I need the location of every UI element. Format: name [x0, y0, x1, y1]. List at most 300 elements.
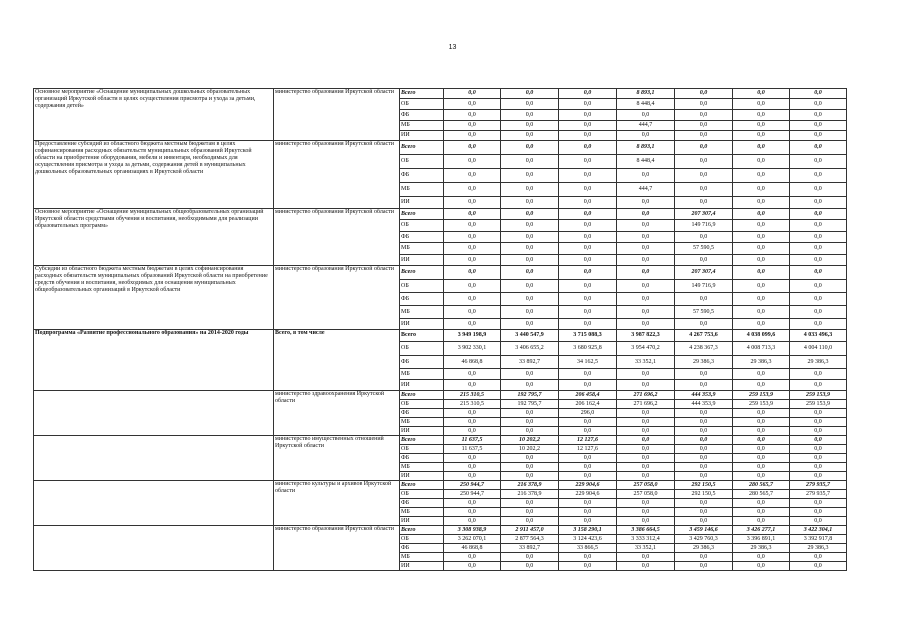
amount-cell: 0,0: [733, 445, 790, 454]
amount-cell: 0,0: [444, 209, 501, 220]
amount-cell: 0,0: [790, 89, 847, 99]
amount-cell: 0,0: [675, 380, 733, 391]
amount-cell: 3 422 304,1: [790, 526, 847, 535]
amount-cell: 0,0: [444, 232, 501, 243]
amount-cell: 3 308 938,9: [444, 526, 501, 535]
amount-cell: 259 153,9: [733, 391, 790, 400]
funding-source: ФБ: [400, 232, 444, 243]
amount-cell: 8 893,1: [617, 89, 675, 99]
amount-cell: 0,0: [444, 183, 501, 197]
amount-cell: 8 448,4: [617, 155, 675, 169]
row-description: Основное мероприятие «Оснащение муниципальных дошкольных образовательных организаций Иркутской области в целях осуществления присмотра и ухода за детьми, содержания детей»: [34, 89, 274, 141]
amount-cell: 0,0: [733, 155, 790, 169]
amount-cell: 0,0: [501, 141, 559, 155]
amount-cell: 0,0: [617, 293, 675, 306]
amount-cell: 0,0: [501, 409, 559, 418]
amount-cell: 0,0: [501, 220, 559, 232]
amount-cell: 271 696,2: [617, 400, 675, 409]
amount-cell: 0,0: [790, 197, 847, 209]
amount-cell: 0,0: [790, 409, 847, 418]
amount-cell: 444 353,9: [675, 400, 733, 409]
amount-cell: 229 904,6: [559, 490, 617, 499]
amount-cell: 0,0: [617, 131, 675, 141]
amount-cell: 4 038 099,6: [733, 330, 790, 342]
funding-source: ИИ: [400, 131, 444, 141]
amount-cell: 0,0: [790, 141, 847, 155]
amount-cell: 0,0: [733, 110, 790, 121]
amount-cell: 33 892,7: [501, 356, 559, 369]
amount-cell: 3 386 664,5: [617, 526, 675, 535]
funding-source: ФБ: [400, 293, 444, 306]
amount-cell: 0,0: [617, 380, 675, 391]
funding-source: МБ: [400, 243, 444, 255]
amount-cell: 0,0: [559, 220, 617, 232]
amount-cell: 4 033 496,3: [790, 330, 847, 342]
amount-cell: 0,0: [733, 197, 790, 209]
table-row: [34, 141, 847, 155]
amount-cell: 4 004 110,0: [790, 342, 847, 356]
amount-cell: 250 944,7: [444, 481, 501, 490]
amount-cell: 0,0: [559, 508, 617, 517]
amount-cell: 257 058,0: [617, 490, 675, 499]
amount-cell: 0,0: [617, 499, 675, 508]
amount-cell: 0,0: [501, 197, 559, 209]
amount-cell: 0,0: [675, 517, 733, 526]
amount-cell: 0,0: [559, 209, 617, 220]
amount-cell: 0,0: [733, 255, 790, 266]
amount-cell: 0,0: [559, 141, 617, 155]
funding-source: ИИ: [400, 319, 444, 330]
row-executor: министерство здравоохранения Иркутской области: [274, 391, 400, 436]
amount-cell: 0,0: [790, 266, 847, 280]
table-row: [34, 89, 847, 99]
funding-source: ОБ: [400, 400, 444, 409]
amount-cell: 0,0: [733, 369, 790, 380]
amount-cell: 0,0: [501, 155, 559, 169]
amount-cell: 0,0: [733, 499, 790, 508]
amount-cell: 0,0: [675, 141, 733, 155]
amount-cell: 0,0: [733, 243, 790, 255]
funding-source: ФБ: [400, 409, 444, 418]
amount-cell: 0,0: [790, 472, 847, 481]
amount-cell: 0,0: [559, 280, 617, 293]
amount-cell: 0,0: [617, 319, 675, 330]
table-row: [34, 209, 847, 220]
amount-cell: 0,0: [675, 436, 733, 445]
amount-cell: 29 386,3: [790, 544, 847, 553]
amount-cell: 2 911 457,0: [501, 526, 559, 535]
amount-cell: 0,0: [733, 99, 790, 110]
amount-cell: 0,0: [501, 255, 559, 266]
amount-cell: 444,7: [617, 121, 675, 131]
amount-cell: 0,0: [790, 155, 847, 169]
funding-source: МБ: [400, 183, 444, 197]
amount-cell: 0,0: [501, 427, 559, 436]
amount-cell: 0,0: [675, 169, 733, 183]
amount-cell: 0,0: [617, 232, 675, 243]
amount-cell: 0,0: [790, 293, 847, 306]
amount-cell: 0,0: [733, 141, 790, 155]
row-description: [34, 481, 274, 526]
amount-cell: 29 386,3: [733, 356, 790, 369]
amount-cell: 0,0: [675, 293, 733, 306]
amount-cell: 11 637,5: [444, 436, 501, 445]
amount-cell: 0,0: [733, 131, 790, 141]
amount-cell: 0,0: [733, 209, 790, 220]
amount-cell: 2 877 564,3: [501, 535, 559, 544]
amount-cell: 0,0: [617, 209, 675, 220]
amount-cell: 0,0: [733, 553, 790, 562]
amount-cell: 192 795,7: [501, 400, 559, 409]
amount-cell: 0,0: [733, 306, 790, 319]
amount-cell: 0,0: [559, 553, 617, 562]
amount-cell: 0,0: [617, 445, 675, 454]
amount-cell: 0,0: [617, 306, 675, 319]
amount-cell: 0,0: [675, 418, 733, 427]
amount-cell: 259 153,9: [790, 400, 847, 409]
amount-cell: 0,0: [559, 427, 617, 436]
amount-cell: 0,0: [675, 232, 733, 243]
amount-cell: 0,0: [790, 99, 847, 110]
amount-cell: 8 893,1: [617, 141, 675, 155]
funding-source: ОБ: [400, 490, 444, 499]
amount-cell: 257 058,0: [617, 481, 675, 490]
funding-source: ОБ: [400, 99, 444, 110]
amount-cell: 0,0: [559, 232, 617, 243]
row-executor: министерство образования Иркутской области: [274, 266, 400, 330]
amount-cell: 0,0: [617, 255, 675, 266]
amount-cell: 0,0: [675, 197, 733, 209]
amount-cell: 3 902 330,1: [444, 342, 501, 356]
row-executor: министерство образования Иркутской области: [274, 89, 400, 141]
table-row: [34, 436, 847, 445]
amount-cell: 0,0: [733, 293, 790, 306]
amount-cell: 0,0: [444, 369, 501, 380]
amount-cell: 0,0: [559, 255, 617, 266]
funding-source: ОБ: [400, 342, 444, 356]
amount-cell: 33 866,5: [559, 544, 617, 553]
amount-cell: 0,0: [501, 562, 559, 571]
amount-cell: 3 680 925,8: [559, 342, 617, 356]
amount-cell: 3 949 198,9: [444, 330, 501, 342]
amount-cell: 0,0: [501, 508, 559, 517]
amount-cell: 0,0: [790, 454, 847, 463]
amount-cell: 0,0: [444, 517, 501, 526]
amount-cell: 0,0: [617, 463, 675, 472]
amount-cell: 0,0: [444, 380, 501, 391]
amount-cell: 0,0: [617, 169, 675, 183]
amount-cell: 0,0: [790, 110, 847, 121]
amount-cell: 0,0: [733, 121, 790, 131]
amount-cell: 0,0: [617, 508, 675, 517]
amount-cell: 0,0: [444, 409, 501, 418]
amount-cell: 215 310,5: [444, 400, 501, 409]
amount-cell: 0,0: [790, 517, 847, 526]
row-description: Подпрограмма «Развитие профессионального образования» на 2014-2020 годы: [34, 330, 274, 391]
amount-cell: 0,0: [559, 155, 617, 169]
amount-cell: 0,0: [790, 280, 847, 293]
funding-source: ИИ: [400, 517, 444, 526]
amount-cell: 0,0: [617, 418, 675, 427]
amount-cell: 0,0: [617, 409, 675, 418]
amount-cell: 0,0: [790, 169, 847, 183]
amount-cell: 8 448,4: [617, 99, 675, 110]
amount-cell: 0,0: [444, 255, 501, 266]
amount-cell: 34 162,5: [559, 356, 617, 369]
amount-cell: 279 935,7: [790, 490, 847, 499]
amount-cell: 0,0: [675, 155, 733, 169]
amount-cell: 0,0: [559, 131, 617, 141]
amount-cell: 0,0: [559, 369, 617, 380]
funding-source: МБ: [400, 463, 444, 472]
funding-source: Всего: [400, 436, 444, 445]
page-number: 13: [448, 44, 457, 51]
amount-cell: 0,0: [617, 553, 675, 562]
amount-cell: 0,0: [559, 266, 617, 280]
amount-cell: 149 716,9: [675, 280, 733, 293]
amount-cell: 0,0: [501, 89, 559, 99]
funding-source: ФБ: [400, 499, 444, 508]
amount-cell: 0,0: [675, 409, 733, 418]
amount-cell: 0,0: [559, 499, 617, 508]
amount-cell: 0,0: [675, 183, 733, 197]
amount-cell: 250 944,7: [444, 490, 501, 499]
amount-cell: 0,0: [675, 508, 733, 517]
funding-source: ФБ: [400, 356, 444, 369]
funding-source: ИИ: [400, 562, 444, 571]
amount-cell: 216 378,9: [501, 490, 559, 499]
amount-cell: 259 153,9: [733, 400, 790, 409]
funding-source: Всего: [400, 141, 444, 155]
amount-cell: 0,0: [501, 319, 559, 330]
amount-cell: 0,0: [444, 472, 501, 481]
amount-cell: 29 386,3: [790, 356, 847, 369]
amount-cell: 0,0: [617, 280, 675, 293]
table-row: [34, 526, 847, 535]
amount-cell: 0,0: [559, 454, 617, 463]
amount-cell: 0,0: [617, 517, 675, 526]
amount-cell: 0,0: [733, 427, 790, 436]
amount-cell: 0,0: [733, 380, 790, 391]
amount-cell: 0,0: [501, 517, 559, 526]
amount-cell: 0,0: [501, 131, 559, 141]
amount-cell: 3 429 760,3: [675, 535, 733, 544]
amount-cell: 0,0: [617, 436, 675, 445]
amount-cell: 33 352,1: [617, 544, 675, 553]
amount-cell: 0,0: [790, 445, 847, 454]
amount-cell: 29 386,3: [675, 356, 733, 369]
amount-cell: 0,0: [501, 110, 559, 121]
amount-cell: 0,0: [501, 454, 559, 463]
row-executor: министерство культуры и архивов Иркутской области: [274, 481, 400, 526]
amount-cell: 0,0: [559, 306, 617, 319]
amount-cell: 0,0: [790, 553, 847, 562]
amount-cell: 0,0: [501, 472, 559, 481]
amount-cell: 0,0: [444, 553, 501, 562]
amount-cell: 0,0: [675, 369, 733, 380]
amount-cell: 10 202,2: [501, 445, 559, 454]
amount-cell: 444 353,9: [675, 391, 733, 400]
amount-cell: 3 262 070,1: [444, 535, 501, 544]
amount-cell: 0,0: [559, 418, 617, 427]
amount-cell: 0,0: [790, 121, 847, 131]
amount-cell: 292 150,5: [675, 481, 733, 490]
funding-source: Всего: [400, 209, 444, 220]
funding-source: ФБ: [400, 169, 444, 183]
amount-cell: 280 565,7: [733, 490, 790, 499]
funding-source: Всего: [400, 266, 444, 280]
amount-cell: 0,0: [733, 266, 790, 280]
amount-cell: 192 795,7: [501, 391, 559, 400]
table-row: [34, 266, 847, 280]
amount-cell: 0,0: [733, 169, 790, 183]
amount-cell: 3 426 277,1: [733, 526, 790, 535]
funding-source: Всего: [400, 526, 444, 535]
amount-cell: 0,0: [444, 110, 501, 121]
amount-cell: 4 267 753,6: [675, 330, 733, 342]
funding-source: МБ: [400, 306, 444, 319]
amount-cell: 0,0: [733, 562, 790, 571]
amount-cell: 0,0: [501, 380, 559, 391]
amount-cell: 0,0: [675, 499, 733, 508]
amount-cell: 0,0: [790, 209, 847, 220]
amount-cell: 0,0: [501, 232, 559, 243]
amount-cell: 12 127,6: [559, 436, 617, 445]
amount-cell: 0,0: [559, 463, 617, 472]
amount-cell: 0,0: [444, 463, 501, 472]
amount-cell: 259 153,9: [790, 391, 847, 400]
amount-cell: 0,0: [790, 369, 847, 380]
row-executor: министерство образования Иркутской области: [274, 209, 400, 266]
amount-cell: 0,0: [501, 463, 559, 472]
amount-cell: 0,0: [733, 436, 790, 445]
amount-cell: 0,0: [501, 169, 559, 183]
amount-cell: 0,0: [675, 131, 733, 141]
amount-cell: 0,0: [675, 319, 733, 330]
funding-source: Всего: [400, 481, 444, 490]
funding-source: МБ: [400, 121, 444, 131]
amount-cell: 0,0: [444, 243, 501, 255]
amount-cell: 0,0: [501, 418, 559, 427]
amount-cell: 0,0: [790, 319, 847, 330]
amount-cell: 0,0: [790, 463, 847, 472]
funding-source: ИИ: [400, 197, 444, 209]
amount-cell: 229 904,6: [559, 481, 617, 490]
amount-cell: 3 406 655,2: [501, 342, 559, 356]
amount-cell: 0,0: [617, 562, 675, 571]
funding-source: Всего: [400, 391, 444, 400]
amount-cell: 0,0: [444, 99, 501, 110]
amount-cell: 206 162,4: [559, 400, 617, 409]
amount-cell: 4 008 713,3: [733, 342, 790, 356]
row-description: Предоставление субсидий из областного бюджета местным бюджетам в целях софинансирования расходных обязательств муниципальных образований Иркутской области на приобретение оборудования, мебели и инвентаря, необходимых для осуществления присмотра и ухода за детьми, содержания детей в муниципальных дошкольных образовательных организациях в Иркутской области: [34, 141, 274, 209]
amount-cell: 0,0: [501, 121, 559, 131]
amount-cell: 0,0: [790, 508, 847, 517]
amount-cell: 444,7: [617, 183, 675, 197]
amount-cell: 207 307,4: [675, 209, 733, 220]
amount-cell: 57 590,5: [675, 306, 733, 319]
amount-cell: 0,0: [733, 472, 790, 481]
amount-cell: 0,0: [733, 463, 790, 472]
amount-cell: 0,0: [790, 183, 847, 197]
amount-cell: 0,0: [733, 183, 790, 197]
row-executor: Всего, в том числе: [274, 330, 400, 391]
table-row: [34, 330, 847, 342]
amount-cell: 0,0: [733, 220, 790, 232]
amount-cell: 57 590,5: [675, 243, 733, 255]
amount-cell: 0,0: [501, 293, 559, 306]
amount-cell: 11 637,5: [444, 445, 501, 454]
funding-source: МБ: [400, 418, 444, 427]
funding-source: Всего: [400, 330, 444, 342]
amount-cell: 0,0: [444, 169, 501, 183]
amount-cell: 3 715 088,3: [559, 330, 617, 342]
amount-cell: 3 392 917,8: [790, 535, 847, 544]
amount-cell: 271 696,2: [617, 391, 675, 400]
amount-cell: 10 202,2: [501, 436, 559, 445]
amount-cell: 0,0: [790, 499, 847, 508]
amount-cell: 0,0: [444, 220, 501, 232]
amount-cell: 0,0: [501, 369, 559, 380]
amount-cell: 3 333 312,4: [617, 535, 675, 544]
amount-cell: 0,0: [617, 427, 675, 436]
amount-cell: 0,0: [675, 445, 733, 454]
amount-cell: 0,0: [559, 121, 617, 131]
amount-cell: 0,0: [444, 155, 501, 169]
amount-cell: 0,0: [444, 266, 501, 280]
amount-cell: 0,0: [559, 183, 617, 197]
amount-cell: 0,0: [790, 243, 847, 255]
amount-cell: 46 868,8: [444, 356, 501, 369]
amount-cell: 3 440 547,9: [501, 330, 559, 342]
amount-cell: 0,0: [444, 89, 501, 99]
amount-cell: 0,0: [501, 266, 559, 280]
budget-table: [33, 88, 847, 571]
funding-source: ФБ: [400, 110, 444, 121]
amount-cell: 216 378,9: [501, 481, 559, 490]
amount-cell: 3 158 290,1: [559, 526, 617, 535]
amount-cell: 149 716,9: [675, 220, 733, 232]
amount-cell: 0,0: [444, 197, 501, 209]
funding-source: ФБ: [400, 454, 444, 463]
amount-cell: 0,0: [559, 99, 617, 110]
amount-cell: 207 307,4: [675, 266, 733, 280]
row-description: Субсидии из областного бюджета местным бюджетам в целях софинансирования расходных обязательств муниципальных образований Иркутской области на приобретение средств обучения и воспитания, необходимых для оснащения муниципальных общеобразовательных организаций в Иркутской области: [34, 266, 274, 330]
amount-cell: 0,0: [675, 472, 733, 481]
row-description: Основное мероприятие «Оснащение муниципальных общеобразовательных организаций Иркутской области средствами обучения и воспитания, необходимыми для реализации образовательных программ»: [34, 209, 274, 266]
amount-cell: 0,0: [790, 220, 847, 232]
amount-cell: 0,0: [675, 463, 733, 472]
funding-source: ОБ: [400, 445, 444, 454]
amount-cell: 0,0: [444, 293, 501, 306]
amount-cell: 0,0: [790, 418, 847, 427]
table-body: [34, 89, 847, 571]
amount-cell: 0,0: [617, 110, 675, 121]
amount-cell: 4 238 367,3: [675, 342, 733, 356]
amount-cell: 0,0: [559, 517, 617, 526]
amount-cell: 3 954 470,2: [617, 342, 675, 356]
funding-source: МБ: [400, 508, 444, 517]
funding-source: ИИ: [400, 380, 444, 391]
amount-cell: 0,0: [675, 454, 733, 463]
amount-cell: 0,0: [675, 553, 733, 562]
amount-cell: 0,0: [617, 197, 675, 209]
amount-cell: 0,0: [559, 293, 617, 306]
amount-cell: 0,0: [444, 141, 501, 155]
amount-cell: 0,0: [617, 472, 675, 481]
funding-source: ИИ: [400, 472, 444, 481]
amount-cell: 0,0: [559, 562, 617, 571]
